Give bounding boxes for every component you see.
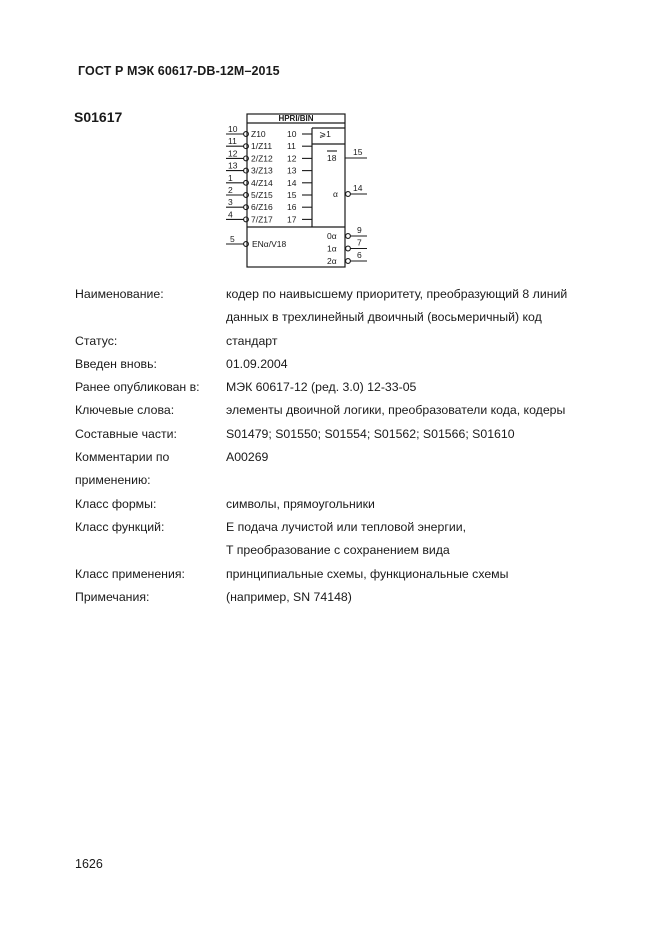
- negation-circle: [244, 242, 249, 247]
- property-label-line: Комментарии по: [75, 450, 170, 465]
- property-value: [226, 353, 635, 376]
- property-label: [75, 353, 226, 376]
- input-pin-number: 3: [228, 197, 233, 208]
- property-row: [75, 399, 635, 422]
- property-label-line: применению:: [75, 473, 151, 488]
- property-value: [226, 283, 635, 330]
- property-value-line: МЭК 60617-12 (ред. 3.0) 12-33-05: [226, 380, 417, 395]
- property-row: [75, 493, 635, 516]
- property-row: [75, 283, 635, 330]
- input-pin-number: 11: [228, 136, 237, 147]
- property-row: [75, 516, 635, 563]
- property-value: [226, 563, 635, 586]
- input-label: 3/Z13: [251, 165, 273, 176]
- property-value: [226, 423, 635, 446]
- property-value-line: данных в трехлинейный двоичный (восьмеричный) код: [226, 310, 542, 325]
- internal-number: 17: [287, 214, 297, 225]
- property-value-line: E подача лучистой или тепловой энергии,: [226, 519, 466, 534]
- input-label: 1/Z11: [251, 141, 273, 152]
- property-value-line: символы, прямоугольники: [226, 496, 375, 511]
- enable-pin-number: 5: [230, 234, 235, 244]
- property-value-line: (например, SN 74148): [226, 589, 352, 604]
- property-row: [75, 330, 635, 353]
- output-18-label: 18: [327, 153, 337, 163]
- property-value: [226, 586, 635, 609]
- internal-number: 14: [287, 177, 297, 188]
- property-row: [75, 353, 635, 376]
- output-pin-number: 14: [353, 183, 363, 193]
- output-label: 1α: [327, 243, 337, 254]
- negation-circle: [346, 259, 351, 264]
- property-label-line: Класс применения:: [75, 566, 185, 581]
- negation-circle: [244, 144, 249, 149]
- property-label: [75, 563, 226, 586]
- property-value: [226, 493, 635, 516]
- properties-list: [75, 283, 635, 609]
- property-value-line: элементы двоичной логики, преобразователи кода, кодеры: [226, 403, 566, 418]
- output-label: 2α: [327, 256, 337, 266]
- property-label-line: Статус:: [75, 333, 118, 348]
- internal-number: 16: [287, 202, 297, 213]
- property-value: [226, 446, 635, 493]
- property-value: [226, 376, 635, 399]
- property-value-line: S01479; S01550; S01554; S01562; S01566; S01610: [226, 426, 515, 441]
- negation-circle: [244, 205, 249, 210]
- property-label: [75, 376, 226, 399]
- property-value: [226, 330, 635, 353]
- diagram-title: HPRI/BIN: [278, 114, 314, 123]
- property-label: [75, 330, 226, 353]
- property-label-line: Наименование:: [75, 287, 164, 301]
- property-label: [75, 493, 226, 516]
- input-label: 6/Z16: [251, 202, 273, 213]
- property-value-line: T преобразование с сохранением вида: [226, 543, 450, 558]
- negation-circle: [244, 193, 249, 198]
- input-pin-number: 2: [228, 185, 233, 195]
- negation-circle: [244, 180, 249, 185]
- negation-circle: [244, 156, 249, 161]
- property-value-line: стандарт: [226, 333, 278, 348]
- ge-label: ⩾1: [319, 129, 331, 139]
- input-pin-number: 4: [228, 209, 233, 220]
- property-label-line: Ранее опубликован в:: [75, 380, 200, 395]
- negation-circle: [346, 246, 351, 251]
- output-pin-number: 7: [357, 237, 362, 248]
- property-row: [75, 586, 635, 609]
- negation-circle: [346, 192, 351, 197]
- symbol-code: S01617: [74, 109, 123, 125]
- property-label-line: Введен вновь:: [75, 356, 157, 371]
- input-pin-number: 13: [228, 160, 238, 171]
- negation-circle: [244, 217, 249, 222]
- property-label: [75, 446, 226, 493]
- negation-circle: [244, 132, 249, 137]
- negation-circle: [346, 234, 351, 239]
- property-label-line: Класс формы:: [75, 496, 157, 511]
- alpha-label: α: [333, 189, 338, 199]
- input-pin-number: 12: [228, 148, 238, 159]
- internal-number: 12: [287, 153, 297, 164]
- page-number: 1626: [75, 857, 103, 871]
- input-label: 7/Z17: [251, 214, 273, 225]
- property-value-line: 01.09.2004: [226, 356, 288, 371]
- input-label: Z10: [251, 129, 266, 139]
- internal-number: 11: [287, 141, 296, 152]
- property-value: [226, 516, 635, 563]
- property-label: [75, 399, 226, 422]
- output-pin-number: 15: [353, 147, 363, 157]
- negation-circle: [244, 168, 249, 173]
- property-label: [75, 423, 226, 446]
- property-label: [75, 283, 226, 330]
- property-row: [75, 423, 635, 446]
- property-value-line: принципиальные схемы, функциональные схемы: [226, 566, 509, 581]
- input-label: 4/Z14: [251, 177, 273, 188]
- enable-label: ENα/V18: [252, 239, 287, 249]
- property-value-line: A00269: [226, 450, 269, 465]
- logic-symbol-diagram: [224, 110, 374, 272]
- output-pin-number: 9: [357, 225, 362, 235]
- property-value-line: кодер по наивысшему приоритету, преобразующий 8 линий: [226, 287, 568, 301]
- property-row: [75, 376, 635, 399]
- property-label-line: Примечания:: [75, 589, 150, 604]
- property-label: [75, 586, 226, 609]
- property-label-line: Ключевые слова:: [75, 403, 175, 418]
- property-row: [75, 563, 635, 586]
- input-label: 2/Z12: [251, 153, 273, 164]
- property-label-line: Класс функций:: [75, 519, 165, 534]
- internal-number: 13: [287, 165, 297, 176]
- internal-number: 10: [287, 129, 297, 139]
- output-label: 0α: [327, 231, 337, 241]
- property-label-line: Составные части:: [75, 426, 177, 441]
- input-label: 5/Z15: [251, 190, 273, 200]
- input-pin-number: 1: [228, 172, 233, 183]
- internal-number: 15: [287, 190, 297, 200]
- property-row: [75, 446, 635, 493]
- property-value: [226, 399, 635, 422]
- output-pin-number: 6: [357, 250, 362, 260]
- document-header: ГОСТ Р МЭК 60617-DB-12M–2015: [78, 64, 280, 78]
- input-pin-number: 10: [228, 124, 238, 134]
- property-label: [75, 516, 226, 563]
